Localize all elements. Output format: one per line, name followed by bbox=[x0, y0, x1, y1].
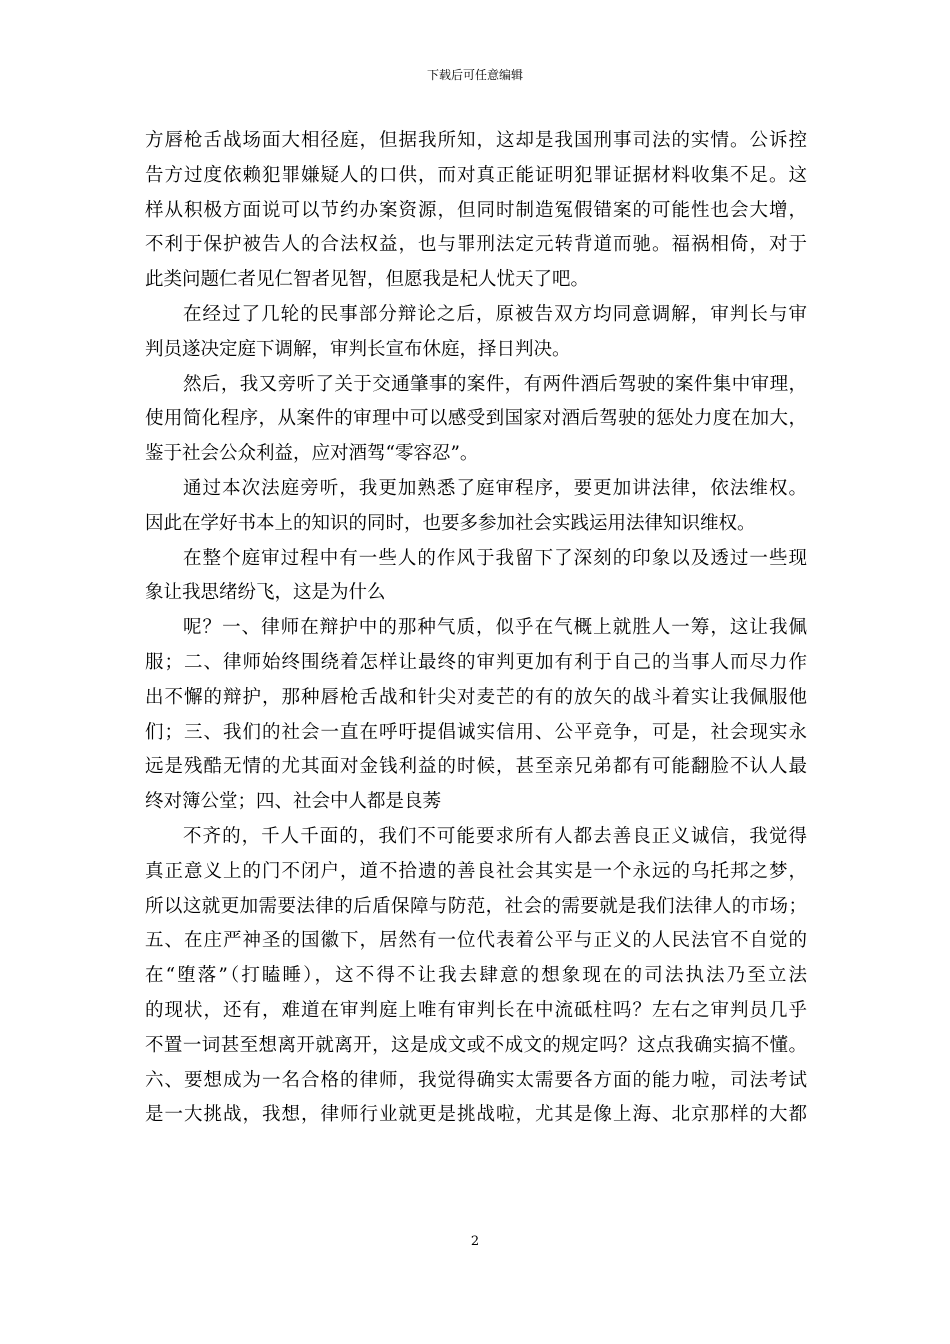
text-line: 使用简化程序，从案件的审理中可以感受到国家对酒后驾驶的惩处力度在加大， bbox=[145, 408, 807, 430]
text-line: 所以这就更加需要法律的后盾保障与防范，社会的需要就是我们法律人的市场； bbox=[145, 895, 807, 917]
text-line: 象让我思绪纷飞，这是为什么 bbox=[145, 582, 386, 604]
text-line: 在经过了几轮的民事部分辩论之后，原被告双方均同意调解，审判长与审 bbox=[183, 303, 807, 325]
text-line: 不利于保护被告人的合法权益，也与罪刑法定元转背道而驰。福祸相倚，对于 bbox=[145, 234, 807, 256]
text-line: 呢？一、律师在辩护中的那种气质，似乎在气概上就胜人一筹，这让我佩 bbox=[183, 617, 807, 639]
text-line: 不齐的，千人千面的，我们不可能要求所有人都去善良正义诚信，我觉得 bbox=[183, 825, 807, 847]
text-line: 告方过度依赖犯罪嫌疑人的口供，而对真正能证明犯罪证据材料收集不足。这 bbox=[145, 164, 807, 186]
text-line: 真正意义上的门不闭户，道不拾遗的善良社会其实是一个永远的乌托邦之梦， bbox=[145, 860, 807, 882]
text-line: 们；三、我们的社会一直在呼吁提倡诚实信用、公平竞争，可是，社会现实永 bbox=[145, 721, 807, 743]
text-line: 出不懈的辩护，那种唇枪舌战和针尖对麦芒的有的放矢的战斗着实让我佩服他 bbox=[145, 686, 807, 708]
page-header: 下载后可任意编辑 bbox=[426, 68, 523, 82]
text-line: 样从积极方面说可以节约办案资源，但同时制造冤假错案的可能性也会大增， bbox=[145, 199, 807, 221]
text-line: 方唇枪舌战场面大相径庭，但据我所知，这却是我国刑事司法的实情。公诉控 bbox=[145, 130, 807, 151]
text-line: 不置一词甚至想离开就离开，这是成文或不成文的规定吗？这点我确实搞不懂。 bbox=[145, 1034, 807, 1056]
page-number: 2 bbox=[470, 1234, 480, 1249]
text-line: 通过本次法庭旁听，我更加熟悉了庭审程序，要更加讲法律，依法维权。 bbox=[183, 477, 807, 499]
text-line: 在“堕落”（打瞌睡），这不得不让我去肆意的想象现在的司法执法乃至立法 bbox=[145, 965, 807, 987]
text-line: 五、在庄严神圣的国徽下，居然有一位代表着公平与正义的人民法官不自觉的 bbox=[145, 930, 807, 952]
text-line: 判员遂决定庭下调解，审判长宣布休庭，择日判决。 bbox=[145, 338, 571, 360]
text-line: 此类问题仁者见仁智者见智，但愿我是杞人忧天了吧。 bbox=[145, 269, 590, 291]
text-line: 远是残酷无情的尤其面对金钱利益的时候，甚至亲兄弟都有可能翻脸不认人最 bbox=[145, 756, 807, 778]
text-line: 鉴于社会公众利益，应对酒驾“零容忍”。 bbox=[145, 443, 479, 465]
text-line: 然后，我又旁听了关于交通肇事的案件，有两件酒后驾驶的案件集中审理， bbox=[183, 373, 807, 395]
document-body bbox=[145, 124, 807, 1133]
text-line: 终对簿公堂；四、社会中人都是良莠 bbox=[145, 791, 442, 813]
text-line: 的现状，还有，难道在审判庭上唯有审判长在中流砥柱吗？左右之审判员几乎 bbox=[145, 999, 807, 1021]
text-line: 服；二、律师始终围绕着怎样让最终的审判更加有利于自己的当事人而尽力作 bbox=[145, 651, 807, 673]
text-line: 六、要想成为一名合格的律师，我觉得确实太需要各方面的能力啦，司法考试 bbox=[145, 1069, 807, 1091]
text-line: 因此在学好书本上的知识的同时，也要多参加社会实践运用法律知识维权。 bbox=[145, 512, 756, 534]
text-line: 在整个庭审过程中有一些人的作风于我留下了深刻的印象以及透过一些现 bbox=[183, 547, 807, 569]
text-line: 是一大挑战，我想，律师行业就更是挑战啦，尤其是像上海、北京那样的大都 bbox=[145, 1104, 807, 1126]
